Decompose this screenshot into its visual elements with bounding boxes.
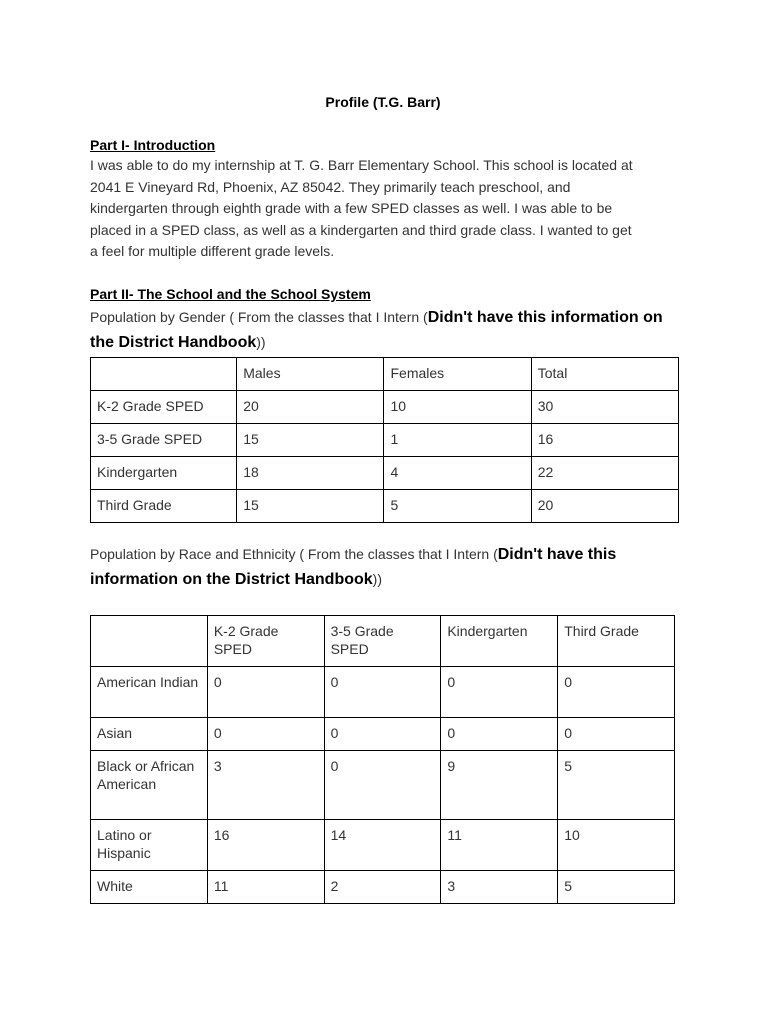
table-cell: 4: [384, 457, 531, 490]
table-header-cell: Third Grade: [558, 616, 675, 667]
table-header-cell: 3-5 Grade SPED: [324, 616, 441, 667]
table-row: [91, 718, 675, 751]
race-ethnicity-population-table: [90, 615, 675, 904]
intro-line: placed in a SPED class, as well as a kindergarten and third grade class. I wanted to get: [90, 221, 632, 238]
table-cell: American Indian: [91, 667, 208, 718]
table-cell: 11: [207, 871, 324, 904]
table-cell: 0: [324, 751, 441, 820]
caption-bold-note: Didn't have this information on the District Handbook: [90, 546, 617, 588]
caption-tail: )): [372, 571, 382, 587]
table-row: [91, 871, 675, 904]
table-cell: Asian: [91, 718, 208, 751]
table-cell: 0: [324, 667, 441, 718]
table-cell: 5: [384, 490, 531, 523]
table-header-row: [91, 358, 679, 391]
table-cell: 0: [441, 667, 558, 718]
caption-lead: Population by Race and Ethnicity ( From the classes that I Intern (: [90, 546, 498, 562]
intro-line: a feel for multiple different grade levels.: [90, 243, 335, 259]
table-cell: Third Grade: [91, 490, 237, 523]
table-cell: 0: [324, 718, 441, 751]
table-cell: 3: [207, 751, 324, 820]
part1-heading: Part I- Introduction: [90, 137, 216, 153]
table-cell: Black or African American: [91, 751, 208, 820]
table-cell: 20: [237, 391, 384, 424]
table-cell: 0: [441, 718, 558, 751]
table-cell: [91, 358, 237, 391]
table-cell: 15: [237, 490, 384, 523]
table-header-cell: Kindergarten: [441, 616, 558, 667]
table-header-cell: Females: [384, 358, 531, 391]
table-cell: 16: [531, 424, 678, 457]
table-cell: 0: [207, 718, 324, 751]
table-row: [91, 490, 679, 523]
caption-tail: )): [256, 334, 266, 350]
table-row: [91, 667, 675, 718]
table-cell: 10: [384, 391, 531, 424]
table-cell: 10: [558, 820, 675, 871]
table-cell: 3: [441, 871, 558, 904]
table-cell: 30: [531, 391, 678, 424]
intro-line: kindergarten through eighth grade with a few SPED classes as well. I was able to be: [90, 200, 613, 216]
table-header-row: [91, 616, 675, 667]
table-cell: 11: [441, 820, 558, 871]
gender-table-caption: [90, 305, 682, 355]
table-cell: 1: [384, 424, 531, 457]
part1-intro-paragraph: [90, 155, 682, 263]
table-cell: 0: [558, 718, 675, 751]
table-cell: 20: [531, 490, 678, 523]
table-cell: [91, 616, 208, 667]
table-cell: 3-5 Grade SPED: [91, 424, 237, 457]
caption-lead: Population by Gender ( From the classes that I Intern (: [90, 309, 428, 325]
caption-bold-note: Didn't have this information on the District Handbook: [90, 309, 663, 351]
table-cell: 9: [441, 751, 558, 820]
table-cell: K-2 Grade SPED: [91, 391, 237, 424]
table-cell: 22: [531, 457, 678, 490]
table-cell: 15: [237, 424, 384, 457]
table-cell: 5: [558, 871, 675, 904]
table-cell: 0: [558, 667, 675, 718]
table-cell: 2: [324, 871, 441, 904]
table-row: [91, 424, 679, 457]
table-row: [91, 391, 679, 424]
race-table-caption: [90, 542, 682, 592]
table-cell: 5: [558, 751, 675, 820]
part2-heading: Part II- The School and the School System: [90, 286, 371, 302]
table-cell: 16: [207, 820, 324, 871]
table-row: [91, 820, 675, 871]
gender-population-table: [90, 357, 679, 523]
intro-line: I was able to do my internship at T. G. Barr Elementary School. This school is located at: [90, 157, 633, 173]
table-cell: White: [91, 871, 208, 904]
table-row: [91, 457, 679, 490]
table-row: [91, 751, 675, 820]
table-header-cell: Total: [531, 358, 678, 391]
table-cell: 0: [207, 667, 324, 718]
intro-line: 2041 E Vineyard Rd, Phoenix, AZ 85042. They primarily teach preschool, and: [90, 178, 571, 195]
table-cell: Kindergarten: [91, 457, 237, 490]
page-title: Profile (T.G. Barr): [325, 94, 441, 110]
table-cell: 14: [324, 820, 441, 871]
table-cell: Latino or Hispanic: [91, 820, 208, 871]
table-header-cell: K-2 Grade SPED: [207, 616, 324, 667]
table-cell: 18: [237, 457, 384, 490]
table-header-cell: Males: [237, 358, 384, 391]
